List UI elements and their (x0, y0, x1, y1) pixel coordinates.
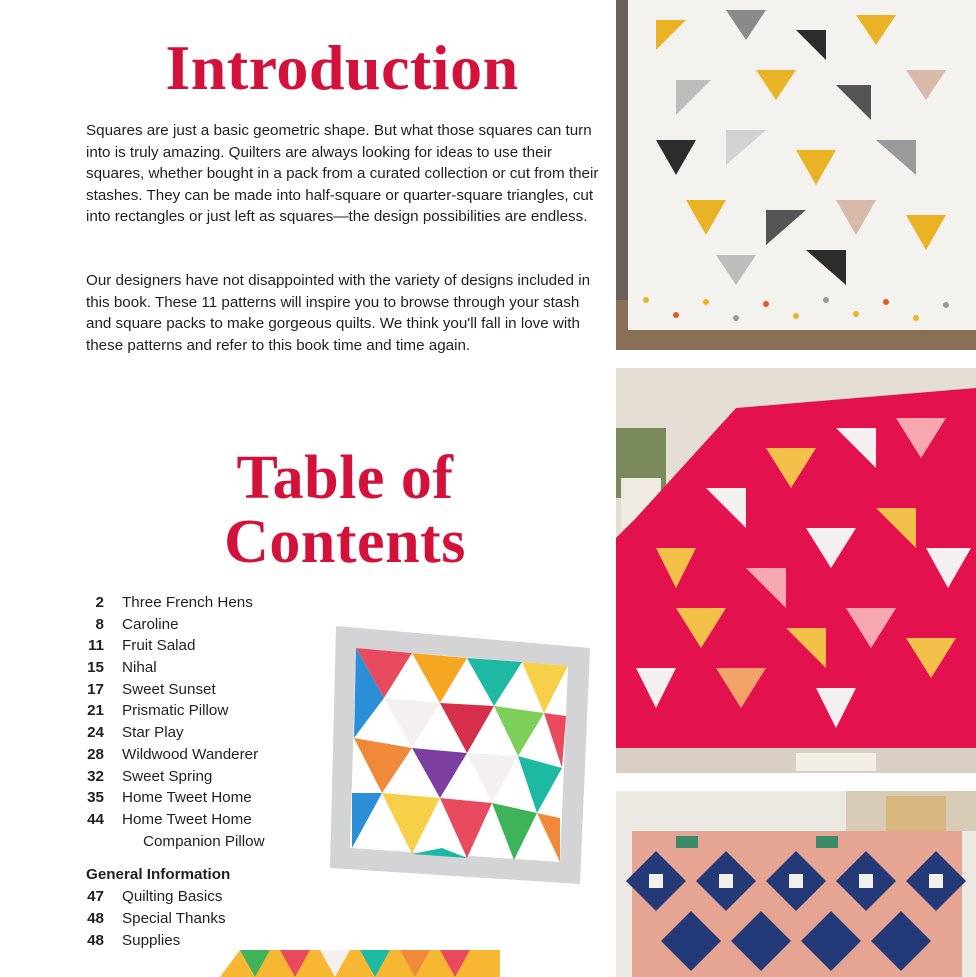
toc-page: 21 (87, 702, 104, 720)
toc-entry[interactable] (86, 635, 296, 657)
toc-title-continuation: Companion Pillow (143, 832, 265, 850)
toc-entry[interactable] (86, 886, 296, 908)
toc-heading-line-1: Table of (236, 444, 454, 512)
quilt-photo-home-tweet-home (616, 791, 976, 977)
toc-entry[interactable] (86, 592, 296, 614)
toc-entry[interactable] (86, 614, 296, 636)
toc-title: Quilting Basics (122, 888, 223, 906)
table-of-contents (86, 592, 296, 951)
toc-title: Star Play (122, 724, 184, 742)
toc-entry[interactable] (86, 700, 296, 722)
quilt-photo-star-play (616, 368, 976, 773)
toc-heading-line-2: Contents (224, 508, 466, 576)
toc-page: 11 (87, 637, 104, 655)
toc-title: Three French Hens (122, 594, 253, 611)
toc-title: Fruit Salad (122, 637, 196, 655)
toc-title: Home Tweet Home (122, 789, 252, 807)
toc-title: Special Thanks (122, 909, 226, 927)
pillow-photo-prismatic-pillow (322, 618, 598, 890)
toc-page: 48 (87, 909, 104, 927)
toc-page: 44 (87, 810, 104, 828)
toc-title: Prismatic Pillow (122, 702, 229, 720)
toc-title: Caroline (122, 615, 179, 633)
toc-entry[interactable] (86, 722, 296, 744)
toc-page: 28 (87, 745, 104, 763)
quilt-photo-partial (200, 940, 500, 977)
toc-title: Supplies (122, 931, 181, 949)
toc-title: Nihal (122, 659, 157, 677)
toc-entry[interactable] (86, 787, 296, 809)
toc-page: 17 (87, 680, 104, 698)
general-information-heading: General Information (86, 866, 231, 884)
quilt-photo-three-french-hens (616, 0, 976, 350)
toc-entry[interactable] (86, 766, 296, 788)
toc-page: 48 (87, 931, 104, 949)
intro-paragraph-1: Squares are just a basic geometric shape. But what those squares can turn into is truly amazing. Quilters are always looking for ideas to use their squares, whether bought in a pack from a curated collection or cut from their stashes. They can be made into half-square or quarter-square triangles, cut into rectangles or just left as squares—the design possibilities are endless. (86, 122, 599, 226)
toc-page: 2 (95, 594, 104, 611)
toc-title: Home Tweet Home (122, 810, 252, 828)
table-of-contents-heading (160, 446, 530, 574)
toc-page: 15 (87, 659, 104, 677)
toc-page: 32 (87, 767, 104, 785)
toc-page: 35 (87, 789, 104, 807)
toc-entry[interactable] (86, 744, 296, 766)
intro-paragraph-2: Our designers have not disappointed with the variety of designs included in this book. These 11 patterns will inspire you to browse through your stash and square packs to make gorgeous quilts. We think you'll fall in love with these patterns and refer to this book time and time again. (86, 272, 591, 354)
toc-title: Wildwood Wanderer (122, 745, 259, 763)
toc-entry[interactable] (86, 908, 296, 930)
toc-entry[interactable] (86, 809, 296, 831)
introduction-heading: Introduction (165, 32, 519, 103)
toc-entry[interactable] (86, 657, 296, 679)
toc-page: 24 (87, 724, 104, 742)
toc-page: 47 (87, 888, 104, 906)
toc-page: 8 (95, 615, 104, 633)
toc-title: Sweet Sunset (122, 680, 216, 698)
toc-title: Sweet Spring (122, 767, 213, 785)
toc-entry[interactable] (86, 679, 296, 701)
